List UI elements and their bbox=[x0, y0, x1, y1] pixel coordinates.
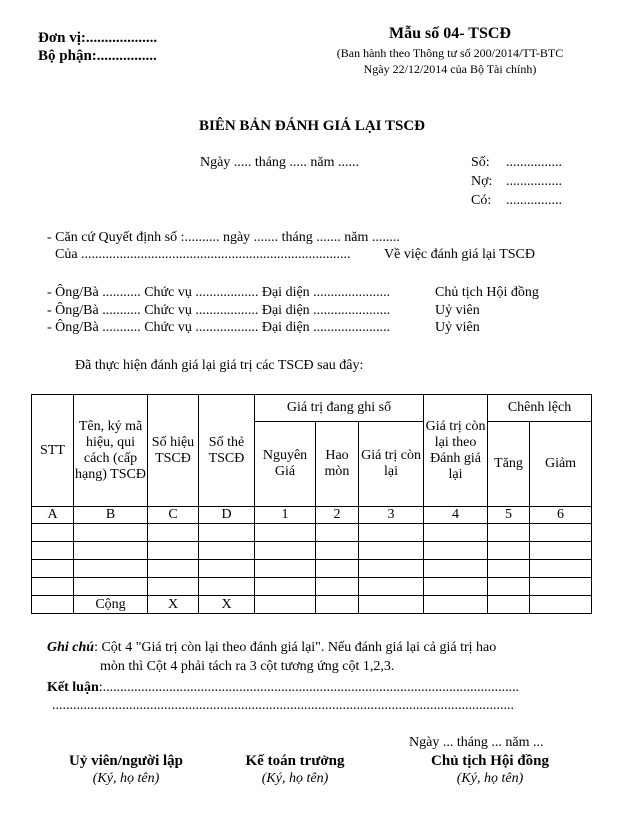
conclusion-line-2: .................................................................................................................................... bbox=[52, 698, 514, 713]
department-field: Bộ phận:................ bbox=[38, 48, 157, 64]
col-card-header: Số thẻ TSCĐ bbox=[199, 395, 255, 507]
asset-revaluation-table bbox=[31, 394, 592, 614]
issued-line-2: Ngày 22/12/2014 của Bộ Tài chính) bbox=[363, 62, 537, 76]
document-title: BIÊN BẢN ĐÁNH GIÁ LẠI TSCĐ bbox=[198, 118, 426, 134]
basis-decision-line: - Căn cứ Quyết định số :.......... ngày ....... tháng ....... năm ........ bbox=[47, 230, 400, 245]
code-cell: D bbox=[199, 507, 255, 524]
col-revalued-header: Giá trị còn lại theo Đánh giá lại bbox=[424, 395, 488, 507]
col-stt-header: STT bbox=[32, 395, 74, 507]
signer-2-note: (Ký, họ tên) bbox=[261, 771, 329, 786]
col-remaining-header: Giá trị còn lại bbox=[359, 422, 424, 507]
date-line: Ngày ..... tháng ..... năm ...... bbox=[200, 155, 360, 170]
note-line-2: mòn thì Cột 4 phải tách ra 3 cột tương ứng cột 1,2,3. bbox=[100, 659, 395, 674]
basis-subject: Về việc đánh giá lại TSCĐ bbox=[384, 247, 535, 262]
code-cell: 2 bbox=[316, 507, 359, 524]
signature-date: Ngày ... tháng ... năm ... bbox=[409, 735, 544, 750]
col-original-header: Nguyên Giá bbox=[255, 422, 316, 507]
code-cell: C bbox=[148, 507, 199, 524]
total-cell bbox=[488, 596, 530, 614]
col-depreciation-header: Hao mòn bbox=[316, 422, 359, 507]
note-label: Ghi chú bbox=[47, 640, 95, 655]
unit-field: Đơn vị:................... bbox=[38, 30, 158, 46]
basis-issuer-line: Của ............................................................................. bbox=[55, 247, 351, 262]
code-cell: 5 bbox=[488, 507, 530, 524]
note-text-1: : Cột 4 "Giá trị còn lại theo đánh giá lại". Nếu đánh giá lại cả giá trị hao bbox=[94, 640, 497, 655]
so-dots: ................ bbox=[506, 155, 562, 170]
so-label: Số: bbox=[471, 155, 490, 170]
co-label: Có: bbox=[471, 193, 492, 208]
note-line-1 bbox=[47, 640, 496, 656]
conclusion-label: Kết luận bbox=[47, 680, 99, 695]
total-cell: X bbox=[199, 596, 255, 614]
signer-2-title: Kế toán trưởng bbox=[245, 753, 345, 769]
col-name-header: Tên, ký mã hiệu, qui cách (cấp hạng) TSCĐ bbox=[74, 395, 148, 507]
member-line-2: - Ông/Bà ........... Chức vụ .................. Đại diện ...................... bbox=[47, 303, 391, 318]
co-dots: ................ bbox=[506, 193, 562, 208]
table-row bbox=[32, 542, 592, 560]
form-number: Mẫu số 04- TSCĐ bbox=[389, 25, 511, 42]
no-label: Nợ: bbox=[471, 174, 493, 189]
total-cell bbox=[530, 596, 592, 614]
intro-text: Đã thực hiện đánh giá lại giá trị các TSCĐ sau đây: bbox=[75, 358, 364, 373]
code-cell: A bbox=[32, 507, 74, 524]
code-cell: 1 bbox=[255, 507, 316, 524]
col-decrease-header: Giảm bbox=[530, 422, 592, 507]
member-role-3: Uỷ viên bbox=[435, 320, 480, 335]
code-cell: B bbox=[74, 507, 148, 524]
book-value-header: Giá trị đang ghi sổ bbox=[255, 395, 424, 422]
conclusion-dots-1: :....................................................................................................................... bbox=[98, 680, 520, 695]
total-label: Cộng bbox=[74, 596, 148, 614]
conclusion-line-1 bbox=[47, 680, 519, 696]
total-cell bbox=[424, 596, 488, 614]
table-row bbox=[32, 578, 592, 596]
member-line-3: - Ông/Bà ........... Chức vụ .................. Đại diện ...................... bbox=[47, 320, 391, 335]
difference-header: Chênh lệch bbox=[488, 395, 592, 422]
total-cell bbox=[316, 596, 359, 614]
signer-1-title: Uỷ viên/người lập bbox=[69, 753, 183, 769]
member-line-1: - Ông/Bà ........... Chức vụ .................. Đại diện ...................... bbox=[47, 285, 391, 300]
total-cell bbox=[359, 596, 424, 614]
code-cell: 4 bbox=[424, 507, 488, 524]
table-row bbox=[32, 524, 592, 542]
total-row bbox=[32, 596, 592, 614]
code-cell: 3 bbox=[359, 507, 424, 524]
signer-1-note: (Ký, họ tên) bbox=[92, 771, 160, 786]
code-cell: 6 bbox=[530, 507, 592, 524]
signer-3-title: Chủ tịch Hội đồng bbox=[431, 753, 549, 769]
col-increase-header: Tăng bbox=[488, 422, 530, 507]
col-code-header: Số hiệu TSCĐ bbox=[148, 395, 199, 507]
total-cell bbox=[255, 596, 316, 614]
issued-line-1: (Ban hành theo Thông tư số 200/2014/TT-BTC bbox=[336, 46, 564, 60]
table-row bbox=[32, 560, 592, 578]
signer-3-note: (Ký, họ tên) bbox=[456, 771, 524, 786]
member-role-2: Uỷ viên bbox=[435, 303, 480, 318]
total-cell bbox=[32, 596, 74, 614]
no-dots: ................ bbox=[506, 174, 562, 189]
total-cell: X bbox=[148, 596, 199, 614]
member-role-1: Chủ tịch Hội đồng bbox=[435, 285, 539, 300]
